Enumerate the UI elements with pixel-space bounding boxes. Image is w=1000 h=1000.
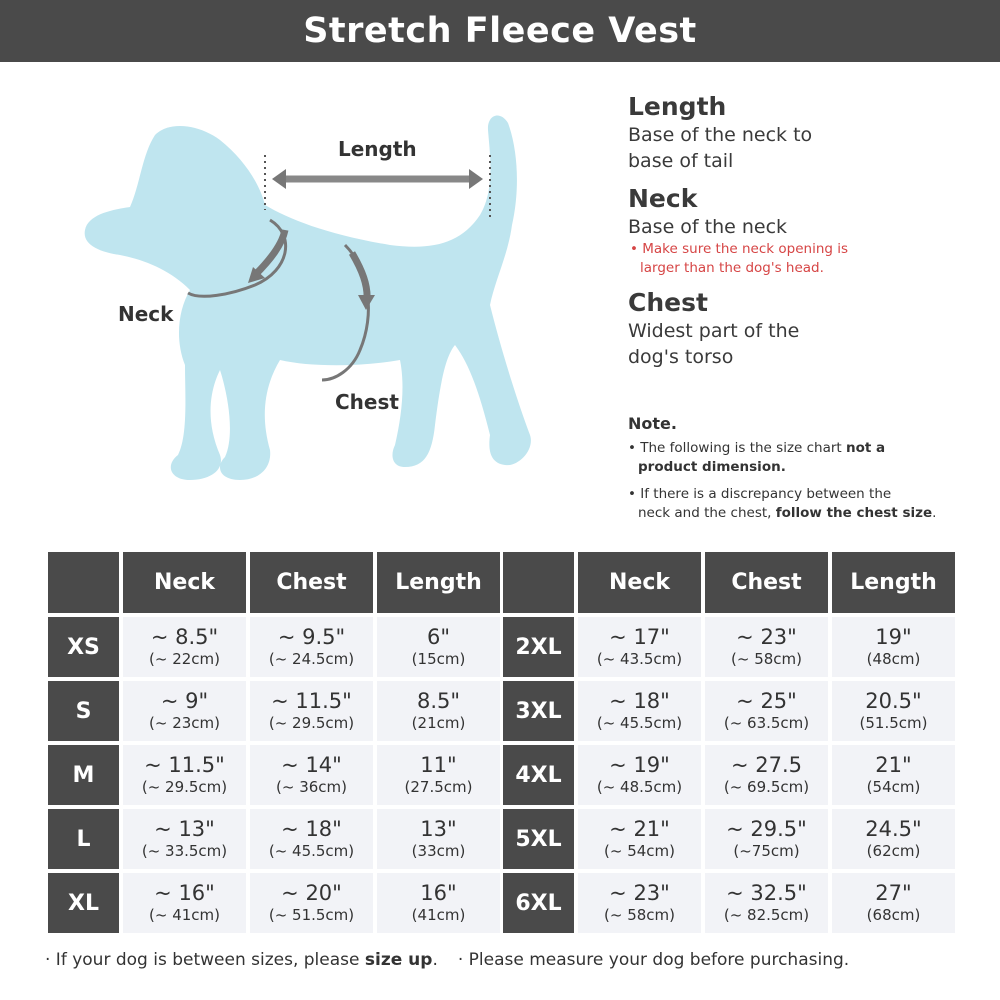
table-cell-chest bbox=[250, 745, 373, 805]
chest-inches: ~ 23" bbox=[736, 624, 797, 649]
table-header-chest: Chest bbox=[705, 552, 828, 613]
size-label: 2XL bbox=[503, 617, 574, 677]
table-cell-length bbox=[377, 617, 500, 677]
length-centimeters: (68cm) bbox=[866, 905, 921, 924]
length-inches: 24.5" bbox=[865, 816, 922, 841]
size-label: 4XL bbox=[503, 745, 574, 805]
footer-tip-size-up: · If your dog is between sizes, please size up. bbox=[45, 950, 438, 970]
size-label: S bbox=[48, 681, 119, 741]
table-header-length: Length bbox=[832, 552, 955, 613]
table-cell-length bbox=[832, 873, 955, 933]
neck-inches: ~ 8.5" bbox=[150, 624, 219, 649]
legend-chest bbox=[628, 288, 968, 370]
length-centimeters: (33cm) bbox=[411, 841, 466, 860]
diagram-neck-label: Neck bbox=[118, 302, 174, 326]
legend-neck-heading: Neck bbox=[628, 184, 698, 213]
legend-neck-desc: Base of the neck bbox=[628, 216, 788, 238]
note-item-2-bold: follow the chest size bbox=[775, 505, 933, 521]
neck-centimeters: (~ 54cm) bbox=[604, 841, 675, 860]
table-cell-chest bbox=[250, 809, 373, 869]
page-title: Stretch Fleece Vest bbox=[0, 0, 1000, 62]
table-cell-neck bbox=[123, 617, 246, 677]
diagram-length-label: Length bbox=[338, 137, 417, 161]
note-item-2-text: • If there is a discrepancy between the bbox=[628, 486, 892, 502]
chest-inches: ~ 11.5" bbox=[271, 688, 352, 713]
table-cell-neck bbox=[578, 745, 701, 805]
legend-length-heading: Length bbox=[628, 92, 727, 121]
footer-tip-measure: · Please measure your dog before purchasing. bbox=[457, 950, 850, 970]
chest-inches: ~ 25" bbox=[736, 688, 797, 713]
neck-centimeters: (~ 33.5cm) bbox=[141, 841, 228, 860]
chest-centimeters: (~ 69.5cm) bbox=[723, 777, 810, 796]
table-header-blank bbox=[503, 552, 574, 613]
length-arrow-left-head bbox=[272, 169, 286, 189]
neck-centimeters: (~ 45.5cm) bbox=[596, 713, 683, 732]
table-header-neck: Neck bbox=[578, 552, 701, 613]
table-cell-length bbox=[377, 745, 500, 805]
table-header-length: Length bbox=[377, 552, 500, 613]
chest-centimeters: (~ 51.5cm) bbox=[268, 905, 355, 924]
neck-centimeters: (~ 43.5cm) bbox=[596, 649, 683, 668]
length-inches: 11" bbox=[420, 752, 457, 777]
length-centimeters: (48cm) bbox=[866, 649, 921, 668]
chest-centimeters: (~75cm) bbox=[733, 841, 800, 860]
chest-inches: ~ 27.5 bbox=[730, 752, 803, 777]
length-centimeters: (41cm) bbox=[411, 905, 466, 924]
note-item-1-bold-1: not a bbox=[846, 440, 886, 456]
table-cell-neck bbox=[578, 809, 701, 869]
chest-inches: ~ 29.5" bbox=[726, 816, 807, 841]
chest-inches: ~ 32.5" bbox=[726, 880, 807, 905]
length-arrow-right-head bbox=[469, 169, 483, 189]
legend-neck-warning bbox=[628, 240, 968, 278]
table-cell-length bbox=[832, 617, 955, 677]
chest-centimeters: (~ 58cm) bbox=[731, 649, 802, 668]
chest-inches: ~ 20" bbox=[281, 880, 342, 905]
note-item-1 bbox=[628, 439, 958, 477]
table-cell-neck bbox=[578, 681, 701, 741]
length-inches: 21" bbox=[875, 752, 912, 777]
size-label: 6XL bbox=[503, 873, 574, 933]
neck-centimeters: (~ 58cm) bbox=[604, 905, 675, 924]
dog-measurement-diagram bbox=[60, 95, 620, 525]
neck-inches: ~ 9" bbox=[160, 688, 209, 713]
table-cell-neck bbox=[578, 873, 701, 933]
note-item-1-text: • The following is the size chart bbox=[628, 440, 847, 456]
chest-centimeters: (~ 63.5cm) bbox=[723, 713, 810, 732]
table-cell-chest bbox=[250, 617, 373, 677]
note-item-2-line2: neck and the chest, bbox=[638, 505, 776, 521]
legend-chest-heading: Chest bbox=[628, 288, 708, 317]
legend-neck-warning-1: • Make sure the neck opening is bbox=[630, 241, 849, 257]
length-inches: 19" bbox=[875, 624, 912, 649]
table-header-chest: Chest bbox=[250, 552, 373, 613]
length-centimeters: (51.5cm) bbox=[859, 713, 928, 732]
chest-centimeters: (~ 45.5cm) bbox=[268, 841, 355, 860]
length-inches: 20.5" bbox=[865, 688, 922, 713]
size-label: 3XL bbox=[503, 681, 574, 741]
table-cell-length bbox=[832, 681, 955, 741]
size-label: L bbox=[48, 809, 119, 869]
length-inches: 27" bbox=[875, 880, 912, 905]
table-cell-chest bbox=[705, 681, 828, 741]
legend-length-desc-2: base of tail bbox=[628, 150, 734, 172]
table-cell-neck bbox=[578, 617, 701, 677]
table-cell-length bbox=[832, 809, 955, 869]
length-centimeters: (62cm) bbox=[866, 841, 921, 860]
neck-centimeters: (~ 23cm) bbox=[149, 713, 220, 732]
size-note bbox=[628, 414, 958, 531]
length-centimeters: (27.5cm) bbox=[404, 777, 473, 796]
table-cell-neck bbox=[123, 873, 246, 933]
length-centimeters: (15cm) bbox=[411, 649, 466, 668]
table-cell-chest bbox=[705, 745, 828, 805]
legend-chest-desc-2: dog's torso bbox=[628, 346, 734, 368]
neck-inches: ~ 23" bbox=[609, 880, 670, 905]
table-cell-chest bbox=[250, 681, 373, 741]
chest-centimeters: (~ 82.5cm) bbox=[723, 905, 810, 924]
chest-inches: ~ 9.5" bbox=[277, 624, 346, 649]
neck-inches: ~ 13" bbox=[154, 816, 215, 841]
size-label: XL bbox=[48, 873, 119, 933]
legend-length-desc-1: Base of the neck to bbox=[628, 124, 813, 146]
length-inches: 16" bbox=[420, 880, 457, 905]
table-cell-length bbox=[377, 809, 500, 869]
note-item-2-suffix: . bbox=[932, 505, 937, 521]
legend-chest-desc-1: Widest part of the bbox=[628, 320, 800, 342]
length-centimeters: (54cm) bbox=[866, 777, 921, 796]
table-header-blank bbox=[48, 552, 119, 613]
diagram-chest-label: Chest bbox=[335, 390, 399, 414]
table-cell-neck bbox=[123, 745, 246, 805]
size-label: XS bbox=[48, 617, 119, 677]
legend-length bbox=[628, 92, 968, 174]
table-header-neck: Neck bbox=[123, 552, 246, 613]
neck-inches: ~ 11.5" bbox=[144, 752, 225, 777]
neck-inches: ~ 16" bbox=[154, 880, 215, 905]
chest-inches: ~ 18" bbox=[281, 816, 342, 841]
neck-centimeters: (~ 22cm) bbox=[149, 649, 220, 668]
neck-inches: ~ 21" bbox=[609, 816, 670, 841]
neck-centimeters: (~ 41cm) bbox=[149, 905, 220, 924]
table-cell-neck bbox=[123, 809, 246, 869]
note-item-1-bold-2: product dimension. bbox=[638, 459, 786, 475]
chest-centimeters: (~ 29.5cm) bbox=[268, 713, 355, 732]
length-inches: 8.5" bbox=[416, 688, 461, 713]
note-heading: Note. bbox=[628, 414, 677, 433]
size-label: 5XL bbox=[503, 809, 574, 869]
neck-centimeters: (~ 29.5cm) bbox=[141, 777, 228, 796]
length-inches: 13" bbox=[420, 816, 457, 841]
neck-centimeters: (~ 48.5cm) bbox=[596, 777, 683, 796]
table-cell-chest bbox=[705, 617, 828, 677]
neck-inches: ~ 19" bbox=[609, 752, 670, 777]
table-cell-length bbox=[377, 681, 500, 741]
dog-body-shape bbox=[85, 116, 531, 480]
length-centimeters: (21cm) bbox=[411, 713, 466, 732]
table-cell-chest bbox=[250, 873, 373, 933]
size-label: M bbox=[48, 745, 119, 805]
legend-neck bbox=[628, 184, 968, 278]
chest-inches: ~ 14" bbox=[281, 752, 342, 777]
table-cell-length bbox=[832, 745, 955, 805]
length-inches: 6" bbox=[426, 624, 451, 649]
legend-neck-warning-2: larger than the dog's head. bbox=[640, 260, 824, 276]
table-cell-length bbox=[377, 873, 500, 933]
note-item-2 bbox=[628, 485, 958, 523]
footer-tips bbox=[45, 950, 965, 970]
neck-inches: ~ 18" bbox=[609, 688, 670, 713]
table-cell-chest bbox=[705, 809, 828, 869]
measurement-legend bbox=[628, 92, 968, 380]
chest-centimeters: (~ 24.5cm) bbox=[268, 649, 355, 668]
neck-inches: ~ 17" bbox=[609, 624, 670, 649]
table-cell-chest bbox=[705, 873, 828, 933]
chest-centimeters: (~ 36cm) bbox=[276, 777, 347, 796]
table-cell-neck bbox=[123, 681, 246, 741]
